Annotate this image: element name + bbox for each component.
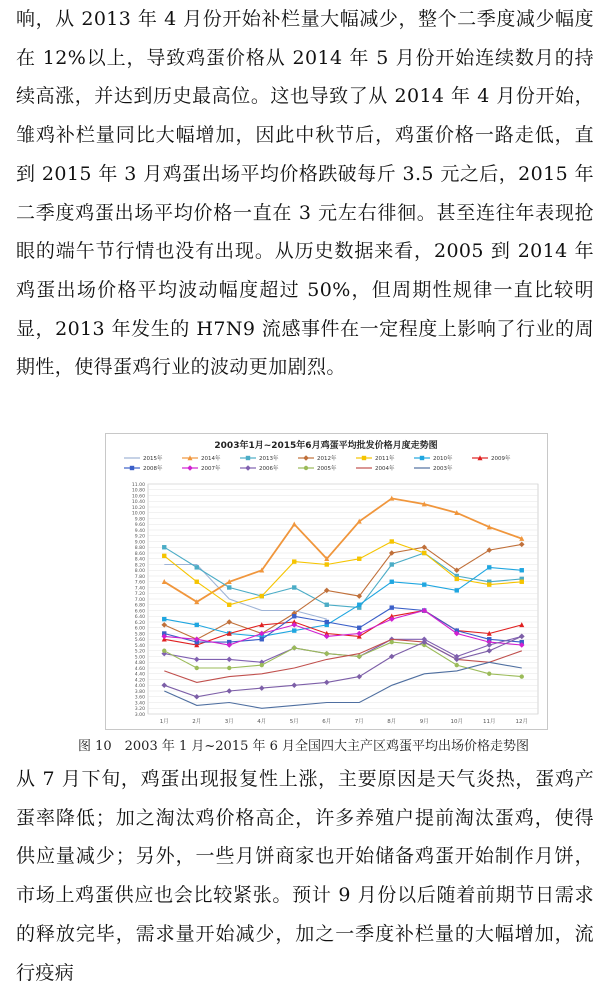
- data-point: [161, 682, 167, 688]
- y-tick-label: 7.60: [134, 580, 145, 586]
- y-tick-label: 3.60: [134, 695, 145, 701]
- y-tick-label: 4.60: [134, 666, 145, 672]
- y-tick-label: 4.40: [134, 672, 145, 678]
- legend-item: [124, 464, 163, 472]
- y-tick-label: 3.00: [134, 712, 145, 718]
- legend-label: 2013年: [259, 456, 279, 462]
- x-tick-label: 6月: [322, 719, 332, 725]
- x-tick-label: 8月: [387, 719, 397, 725]
- y-tick-label: 4.80: [134, 661, 145, 667]
- data-point: [520, 674, 524, 678]
- data-point: [292, 585, 296, 589]
- y-tick-label: 9.00: [134, 540, 145, 546]
- x-tick-label: 2月: [192, 719, 202, 725]
- y-tick-label: 9.80: [134, 517, 145, 523]
- y-tick-label: 5.20: [134, 649, 145, 655]
- series-line: [164, 547, 522, 607]
- data-point: [187, 465, 193, 471]
- series-2: [162, 545, 524, 610]
- data-point: [487, 582, 491, 586]
- data-point: [325, 603, 329, 607]
- data-point: [259, 685, 265, 691]
- y-tick-label: 8.20: [134, 563, 145, 569]
- series-line: [164, 639, 522, 682]
- data-point: [455, 663, 459, 667]
- y-axis: [132, 482, 145, 718]
- data-point: [162, 545, 166, 549]
- data-point: [227, 603, 231, 607]
- data-point: [303, 455, 309, 461]
- body-paragraph-2: 从 7 月下旬，鸡蛋出现报复性上涨，主要原因是天气炎热，蛋鸡产蛋率降低；加之淘汰鸡价格高企，许多养殖户提前淘汰蛋鸡，使得供应量减少；另外，一些月饼商家也开始储备鸡蛋开始制作月饼，市场上鸡蛋供应也会比较紧张。预计 9 月份以后随着前期节日需求的释放完毕，需求量开始减少，加之一季度补栏量的大幅增加，流行疫病: [16, 768, 594, 984]
- series-4: [162, 539, 524, 607]
- price-chart-figure: [105, 433, 548, 730]
- y-tick-label: 10.40: [131, 500, 145, 506]
- data-point: [325, 651, 329, 655]
- legend-label: 2007年: [201, 466, 221, 472]
- y-tick-label: 8.80: [134, 546, 145, 552]
- data-point: [246, 456, 250, 460]
- y-tick-label: 5.60: [134, 638, 145, 644]
- legend-item: [414, 454, 453, 462]
- legend-label: 2011年: [375, 456, 395, 462]
- data-point: [356, 674, 362, 680]
- legend-label: 2008年: [143, 466, 163, 472]
- y-tick-label: 5.00: [134, 655, 145, 661]
- y-tick-label: 10.80: [131, 488, 145, 494]
- x-tick-label: 3月: [224, 719, 234, 725]
- data-point: [420, 456, 424, 460]
- y-tick-label: 6.00: [134, 626, 145, 632]
- x-tick-label: 1月: [159, 719, 169, 725]
- data-point: [162, 649, 166, 653]
- body-paragraph-1: 响，从 2013 年 4 月份开始补栏量大幅减少，整个二季度减少幅度在 12%以上，导致鸡蛋价格从 2014 年 5 月份开始连续数月的持续高涨，并达到历史最高位。这也导致了从 2014 年 4 月份开始，雏鸡补栏量同比大幅增加，因此中秋节后，鸡蛋价格一路走低，直到 2015 年 3 月鸡蛋出场平均价格跌破每斤 3.5 元之后，2015 年二季度鸡蛋出场平均价格一直在 3 元左右徘徊。甚至连往年表现抢眼的端午节行情也没有出现。从历史数据来看，2005 到 2014 年鸡蛋出场价格平均波动幅度超过 50%，但周期性规律一直比较明显，2013 年发生的 H7N9 流感事件在一定程度上影响了行业的周期性，使得蛋鸡行业的波动更加剧烈。: [16, 8, 594, 379]
- data-point: [291, 682, 297, 688]
- data-point: [292, 614, 296, 618]
- data-point: [357, 603, 361, 607]
- x-tick-label: 10月: [450, 719, 463, 725]
- data-point: [390, 539, 394, 543]
- data-point: [486, 648, 492, 654]
- data-point: [292, 646, 296, 650]
- data-point: [324, 680, 330, 686]
- data-point: [390, 605, 394, 609]
- series-line: [164, 636, 522, 662]
- y-tick-label: 7.40: [134, 586, 145, 592]
- legend-item: [182, 454, 221, 462]
- data-point: [487, 565, 491, 569]
- y-tick-label: 5.80: [134, 632, 145, 638]
- y-tick-label: 5.40: [134, 643, 145, 649]
- y-tick-label: 3.80: [134, 689, 145, 695]
- data-point: [226, 688, 232, 694]
- y-tick-label: 8.00: [134, 569, 145, 575]
- x-tick-label: 7月: [354, 719, 364, 725]
- legend-label: 2014年: [201, 456, 221, 462]
- data-point: [455, 588, 459, 592]
- data-point: [292, 628, 296, 632]
- y-tick-label: 6.20: [134, 620, 145, 626]
- data-point: [389, 654, 395, 660]
- data-point: [227, 585, 231, 589]
- data-point: [455, 577, 459, 581]
- data-point: [422, 582, 426, 586]
- legend-item: [298, 454, 337, 462]
- data-point: [454, 657, 460, 663]
- legend-item: [356, 464, 395, 472]
- figure-caption: 图 10 2003 年 1 月~2015 年 6 月全国四大主产区鸡蛋平均出场价格走势图: [77, 739, 530, 754]
- y-tick-label: 6.60: [134, 609, 145, 615]
- x-tick-label: 11月: [483, 719, 496, 725]
- plot-area: [161, 496, 524, 709]
- y-tick-label: 7.80: [134, 574, 145, 580]
- data-point: [195, 565, 199, 569]
- legend-label: 2015年: [143, 456, 163, 462]
- data-point: [161, 622, 167, 628]
- data-point: [487, 672, 491, 676]
- legend-label: 2009年: [491, 456, 511, 462]
- legend-label: 2003年: [433, 466, 453, 472]
- data-point: [390, 580, 394, 584]
- data-point: [195, 623, 199, 627]
- y-tick-label: 7.00: [134, 597, 145, 603]
- series-1: [162, 496, 525, 604]
- legend-label: 2010年: [433, 456, 453, 462]
- legend-item: [472, 454, 511, 462]
- data-point: [486, 547, 492, 553]
- data-point: [260, 663, 264, 667]
- data-point: [357, 626, 361, 630]
- data-point: [226, 619, 232, 625]
- data-point: [422, 551, 426, 555]
- data-point: [304, 466, 308, 470]
- legend-item: [240, 454, 279, 462]
- data-point: [325, 620, 329, 624]
- y-tick-label: 9.40: [134, 528, 145, 534]
- data-point: [486, 642, 492, 648]
- data-point: [324, 634, 330, 640]
- data-point: [162, 554, 166, 558]
- y-tick-label: 3.20: [134, 707, 145, 713]
- series-11: [164, 639, 522, 682]
- y-tick-label: 3.40: [134, 701, 145, 707]
- data-point: [162, 617, 166, 621]
- legend-item: [182, 464, 221, 472]
- y-tick-label: 9.60: [134, 523, 145, 529]
- data-point: [227, 666, 231, 670]
- data-point: [519, 634, 525, 640]
- y-tick-label: 11.00: [131, 482, 145, 488]
- y-tick-label: 10.00: [131, 511, 145, 517]
- data-point: [357, 654, 361, 658]
- data-point: [226, 657, 232, 663]
- y-tick-label: 8.60: [134, 551, 145, 557]
- data-point: [130, 466, 134, 470]
- y-tick-label: 10.20: [131, 505, 145, 511]
- y-tick-label: 4.00: [134, 684, 145, 690]
- data-point: [520, 580, 524, 584]
- y-tick-label: 6.40: [134, 615, 145, 621]
- chart-title: 2003年1月~2015年6月鸡蛋平均批发价格月度走势图: [214, 441, 438, 451]
- data-point: [362, 456, 366, 460]
- chart-legend: [124, 454, 511, 472]
- x-tick-label: 9月: [419, 719, 429, 725]
- legend-item: [414, 464, 453, 472]
- x-tick-label: 4月: [257, 719, 267, 725]
- data-point: [194, 657, 200, 663]
- data-point: [325, 562, 329, 566]
- legend-label: 2006年: [259, 466, 279, 472]
- x-tick-label: 5月: [289, 719, 299, 725]
- data-point: [357, 557, 361, 561]
- y-tick-label: 4.20: [134, 678, 145, 684]
- x-axis: [160, 717, 528, 725]
- legend-item: [124, 454, 163, 462]
- data-point: [195, 580, 199, 584]
- legend-label: 2005年: [317, 466, 337, 472]
- data-point: [260, 594, 264, 598]
- x-tick-label: 12月: [515, 719, 528, 725]
- series-13: [161, 634, 524, 700]
- data-point: [194, 694, 200, 700]
- series-line: [164, 636, 522, 696]
- data-point: [520, 568, 524, 572]
- legend-label: 2012年: [317, 456, 337, 462]
- price-line-chart: [106, 434, 547, 729]
- data-point: [245, 465, 251, 471]
- series-3: [161, 542, 524, 642]
- y-tick-label: 8.40: [134, 557, 145, 563]
- data-point: [195, 666, 199, 670]
- legend-item: [356, 454, 395, 462]
- y-tick-label: 6.80: [134, 603, 145, 609]
- data-point: [519, 622, 524, 627]
- legend-label: 2004年: [375, 466, 395, 472]
- legend-item: [298, 464, 337, 472]
- y-tick-label: 7.20: [134, 592, 145, 598]
- data-point: [292, 559, 296, 563]
- data-point: [519, 542, 525, 548]
- y-tick-label: 10.60: [131, 494, 145, 500]
- series-line: [164, 542, 522, 605]
- data-point: [260, 637, 264, 641]
- legend-item: [240, 464, 279, 472]
- data-point: [390, 562, 394, 566]
- y-tick-label: 9.20: [134, 534, 145, 540]
